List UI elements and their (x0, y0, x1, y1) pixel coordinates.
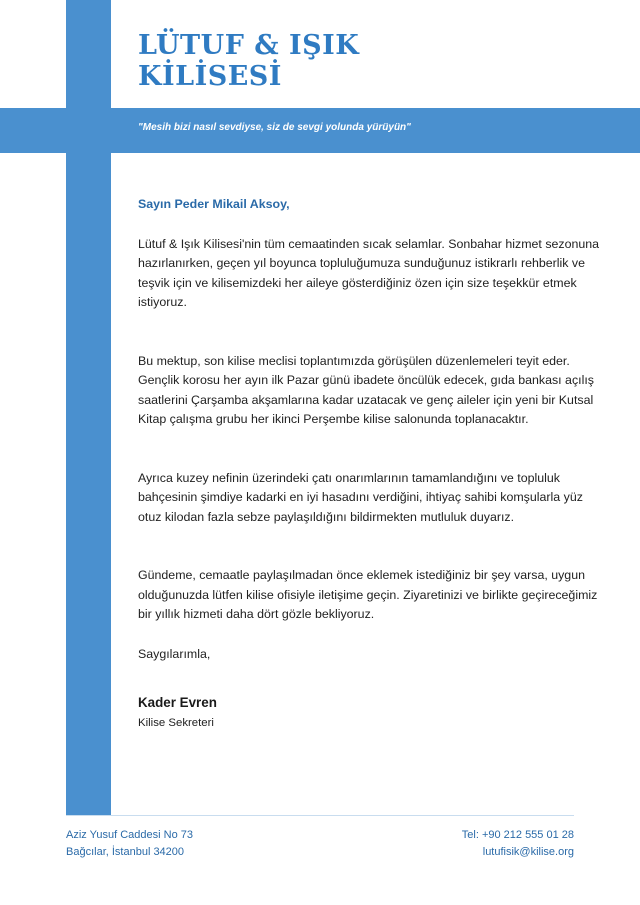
contact-email: lutufisik@kilise.org (482, 846, 574, 858)
letter-closing: Saygılarımla, (138, 646, 211, 661)
letter-paragraph-2: Bu mektup, son kilise meclisi toplantımızda görüşülen düzenlemeleri teyit eder. Gençlik korosu her ayın ilk Pazar günü ibadete öncülük edecek, gıda bankası açılış saatlerini Çarşamba akşamlarına kadar uzatacak ve genç aileler için yeni bir Kutsal Kitap çalışma grubu her ikinci Perşembe kilise salonunda toplanacaktır. (138, 353, 594, 426)
footer-address (66, 827, 193, 861)
church-name (138, 30, 598, 92)
footer-divider (66, 815, 574, 816)
address-line-1: Aziz Yusuf Caddesi No 73 (66, 829, 193, 841)
sender-name: Kader Evren (138, 695, 217, 710)
letter-paragraph-4: Gündeme, cemaatle paylaşılmadan önce eklemek istediğiniz bir şey varsa, uygun olduğunuzda lütfen kilise ofisiyle iletişime geçin. Ziyaretinizi ve birlikte geçireceğimiz bir yıllık hizmeti daha dört gözle bekliyoruz. (138, 568, 598, 621)
letter-paragraph-3: Ayrıca kuzey nefinin üzerindeki çatı onarımlarının tamamlandığını ve topluluk bahçesinin şimdiye kadarki en iyi hasadını verdiğini, ihtiyaç sahibi komşularla yüz otuz kilodan fazla sebze paylaşıldığını bildirmekten mutluluk duyarız. (138, 470, 583, 524)
letter-salutation: Sayın Peder Mikail Aksoy, (138, 197, 290, 211)
address-line-2: Bağcılar, İstanbul 34200 (66, 846, 185, 858)
footer-contact (462, 827, 574, 861)
contact-phone: Tel: +90 212 555 01 28 (461, 829, 574, 841)
church-name-line2: KİLİSESİ (138, 61, 282, 92)
letter-body (138, 195, 600, 731)
sender-title: Kilise Sekreteri (138, 717, 214, 729)
letter-paragraph-1: Lütuf & Işık Kilisesi'nin tüm cemaatinden sıcak selamlar. Sonbahar hizmet sezonuna hazırlanırken, geçen yıl boyunca topluluğumuza sunduğunuz istikrarlı rehberlik ve teşvik için ve kilisemizdeki her aileye gösterdiğiniz özen için size teşekkür etmek istiyoruz. (138, 236, 600, 309)
church-name-line1: LÜTUF & IŞIK (138, 30, 360, 61)
church-motto: "Mesih bizi nasıl sevdiyse, siz de sevgi yolunda yürüyün" (138, 122, 411, 133)
